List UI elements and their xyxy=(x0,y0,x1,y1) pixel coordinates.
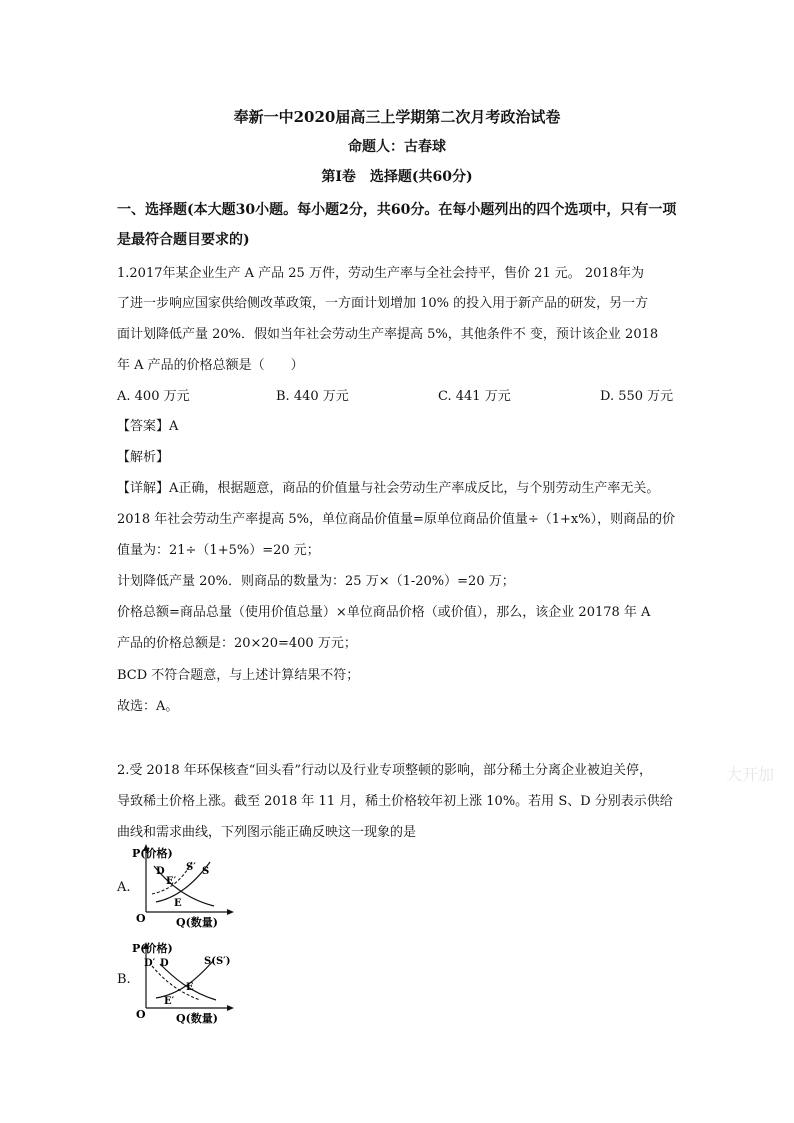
q1-detail-line-2: 2018 年社会劳动生产率提高 5%，单位商品价值量=原单位商品价值量÷（1+x%），则商品的价 xyxy=(117,512,676,527)
graph-a-ylabel: P(价格) xyxy=(132,847,173,860)
q2-option-b-label: B. xyxy=(117,972,131,987)
graph-b-label-s: S(S′) xyxy=(204,956,231,967)
graph-a-origin: O xyxy=(136,912,146,925)
graph-b-label-e-prime: E′ xyxy=(164,996,175,1007)
q1-detail-line-8: 故选：A。 xyxy=(117,699,179,714)
q1-analysis-heading: 【解析】 xyxy=(117,450,170,465)
q1-detail-line-3: 值量为：21÷（1+5%）=20 元； xyxy=(117,543,320,558)
graph-a-label-s: S xyxy=(202,866,210,877)
author-line: 命题人：古春球 xyxy=(348,139,446,155)
watermark: 大开加 xyxy=(725,765,774,784)
graph-b-xlabel: Q(数量) xyxy=(176,1012,218,1024)
q1-stem-line-1: 1.2017年某企业生产 A 产品 25 万件，劳动生产率与全社会持平，售价 21 元。 2018年为 xyxy=(117,266,644,281)
graph-b-x-arrow xyxy=(227,1005,234,1011)
q1-option-c: C. 441 万元 xyxy=(438,389,511,404)
graph-a-label-e-prime: E′ xyxy=(166,876,177,887)
graph-b-ylabel: P(价格) xyxy=(132,942,173,955)
q2-stem-line-1: 2.受 2018 年环保核查“回头看”行动以及行业专项整顿的影响，部分稀土分离企业被迫关停， xyxy=(117,763,653,778)
q1-detail-line-5: 价格总额=商品总量（使用价值总量）×单位商品价格（或价值），那么，该企业 20178 年 A xyxy=(117,605,651,620)
q1-detail-line-1: 【详解】A正确，根据题意，商品的价值量与社会劳动生产率成反比，与个别劳动生产率无关。 xyxy=(117,481,660,496)
instructions-line-1: 一、选择题(本大题30小题。每小题2分，共60分。在每小题列出的四个选项中，只有一项 xyxy=(117,202,677,218)
q2-stem-line-3: 曲线和需求曲线，下列图示能正确反映这一现象的是 xyxy=(117,825,417,840)
q1-answer: 【答案】A xyxy=(117,419,179,434)
q1-detail-line-6: 产品的价格总额是：20×20=400 万元； xyxy=(117,636,357,651)
graph-b-origin: O xyxy=(136,1008,146,1021)
q1-stem-line-2: 了进一步响应国家供给侧改革政策，一方面计划增加 10% 的投入用于新产品的研发，另一方 xyxy=(117,296,649,311)
graph-b-label-d: D xyxy=(160,958,169,969)
graph-b-label-e: E xyxy=(186,982,194,993)
q2-stem-line-2: 导致稀土价格上涨。截至 2018 年 11 月，稀土价格较年初上涨 10%。若用 S、D 分别表示供给 xyxy=(117,794,673,809)
graph-a-xlabel: Q(数量) xyxy=(176,916,218,928)
graph-a-label-e: E xyxy=(174,898,182,909)
q2-graph-b xyxy=(130,938,240,1024)
instructions-line-2: 是最符合题目要求的) xyxy=(117,232,250,248)
section-title: 第Ⅰ卷 选择题(共60分) xyxy=(321,169,473,185)
q1-option-b: B. 440 万元 xyxy=(276,389,349,404)
q1-detail-line-7: BCD 不符合题意，与上述计算结果不符； xyxy=(117,668,360,683)
q1-option-d: D. 550 万元 xyxy=(600,389,674,404)
exam-title: 奉新一中2020届高三上学期第二次月考政治试卷 xyxy=(233,108,561,126)
q1-detail-line-4: 计划降低产量 20%．则商品的数量为：25 万×（1-20%）=20 万； xyxy=(117,574,515,589)
q1-stem-line-3: 面计划降低产量 20%．假如当年社会劳动生产率提高 5%，其他条件不 变，预计该企业 2018 xyxy=(117,327,659,342)
graph-b-label-d-prime: D′ xyxy=(144,958,156,969)
q2-option-a-label: A. xyxy=(117,880,131,895)
graph-a-x-arrow xyxy=(227,909,234,915)
graph-a-label-d: D xyxy=(156,866,165,877)
q1-option-a: A. 400 万元 xyxy=(117,389,190,404)
graph-a-label-s-prime: S′ xyxy=(186,862,196,873)
q2-graph-a xyxy=(130,842,240,928)
q1-stem-line-4: 年 A 产品的价格总额是（ ） xyxy=(117,358,304,373)
